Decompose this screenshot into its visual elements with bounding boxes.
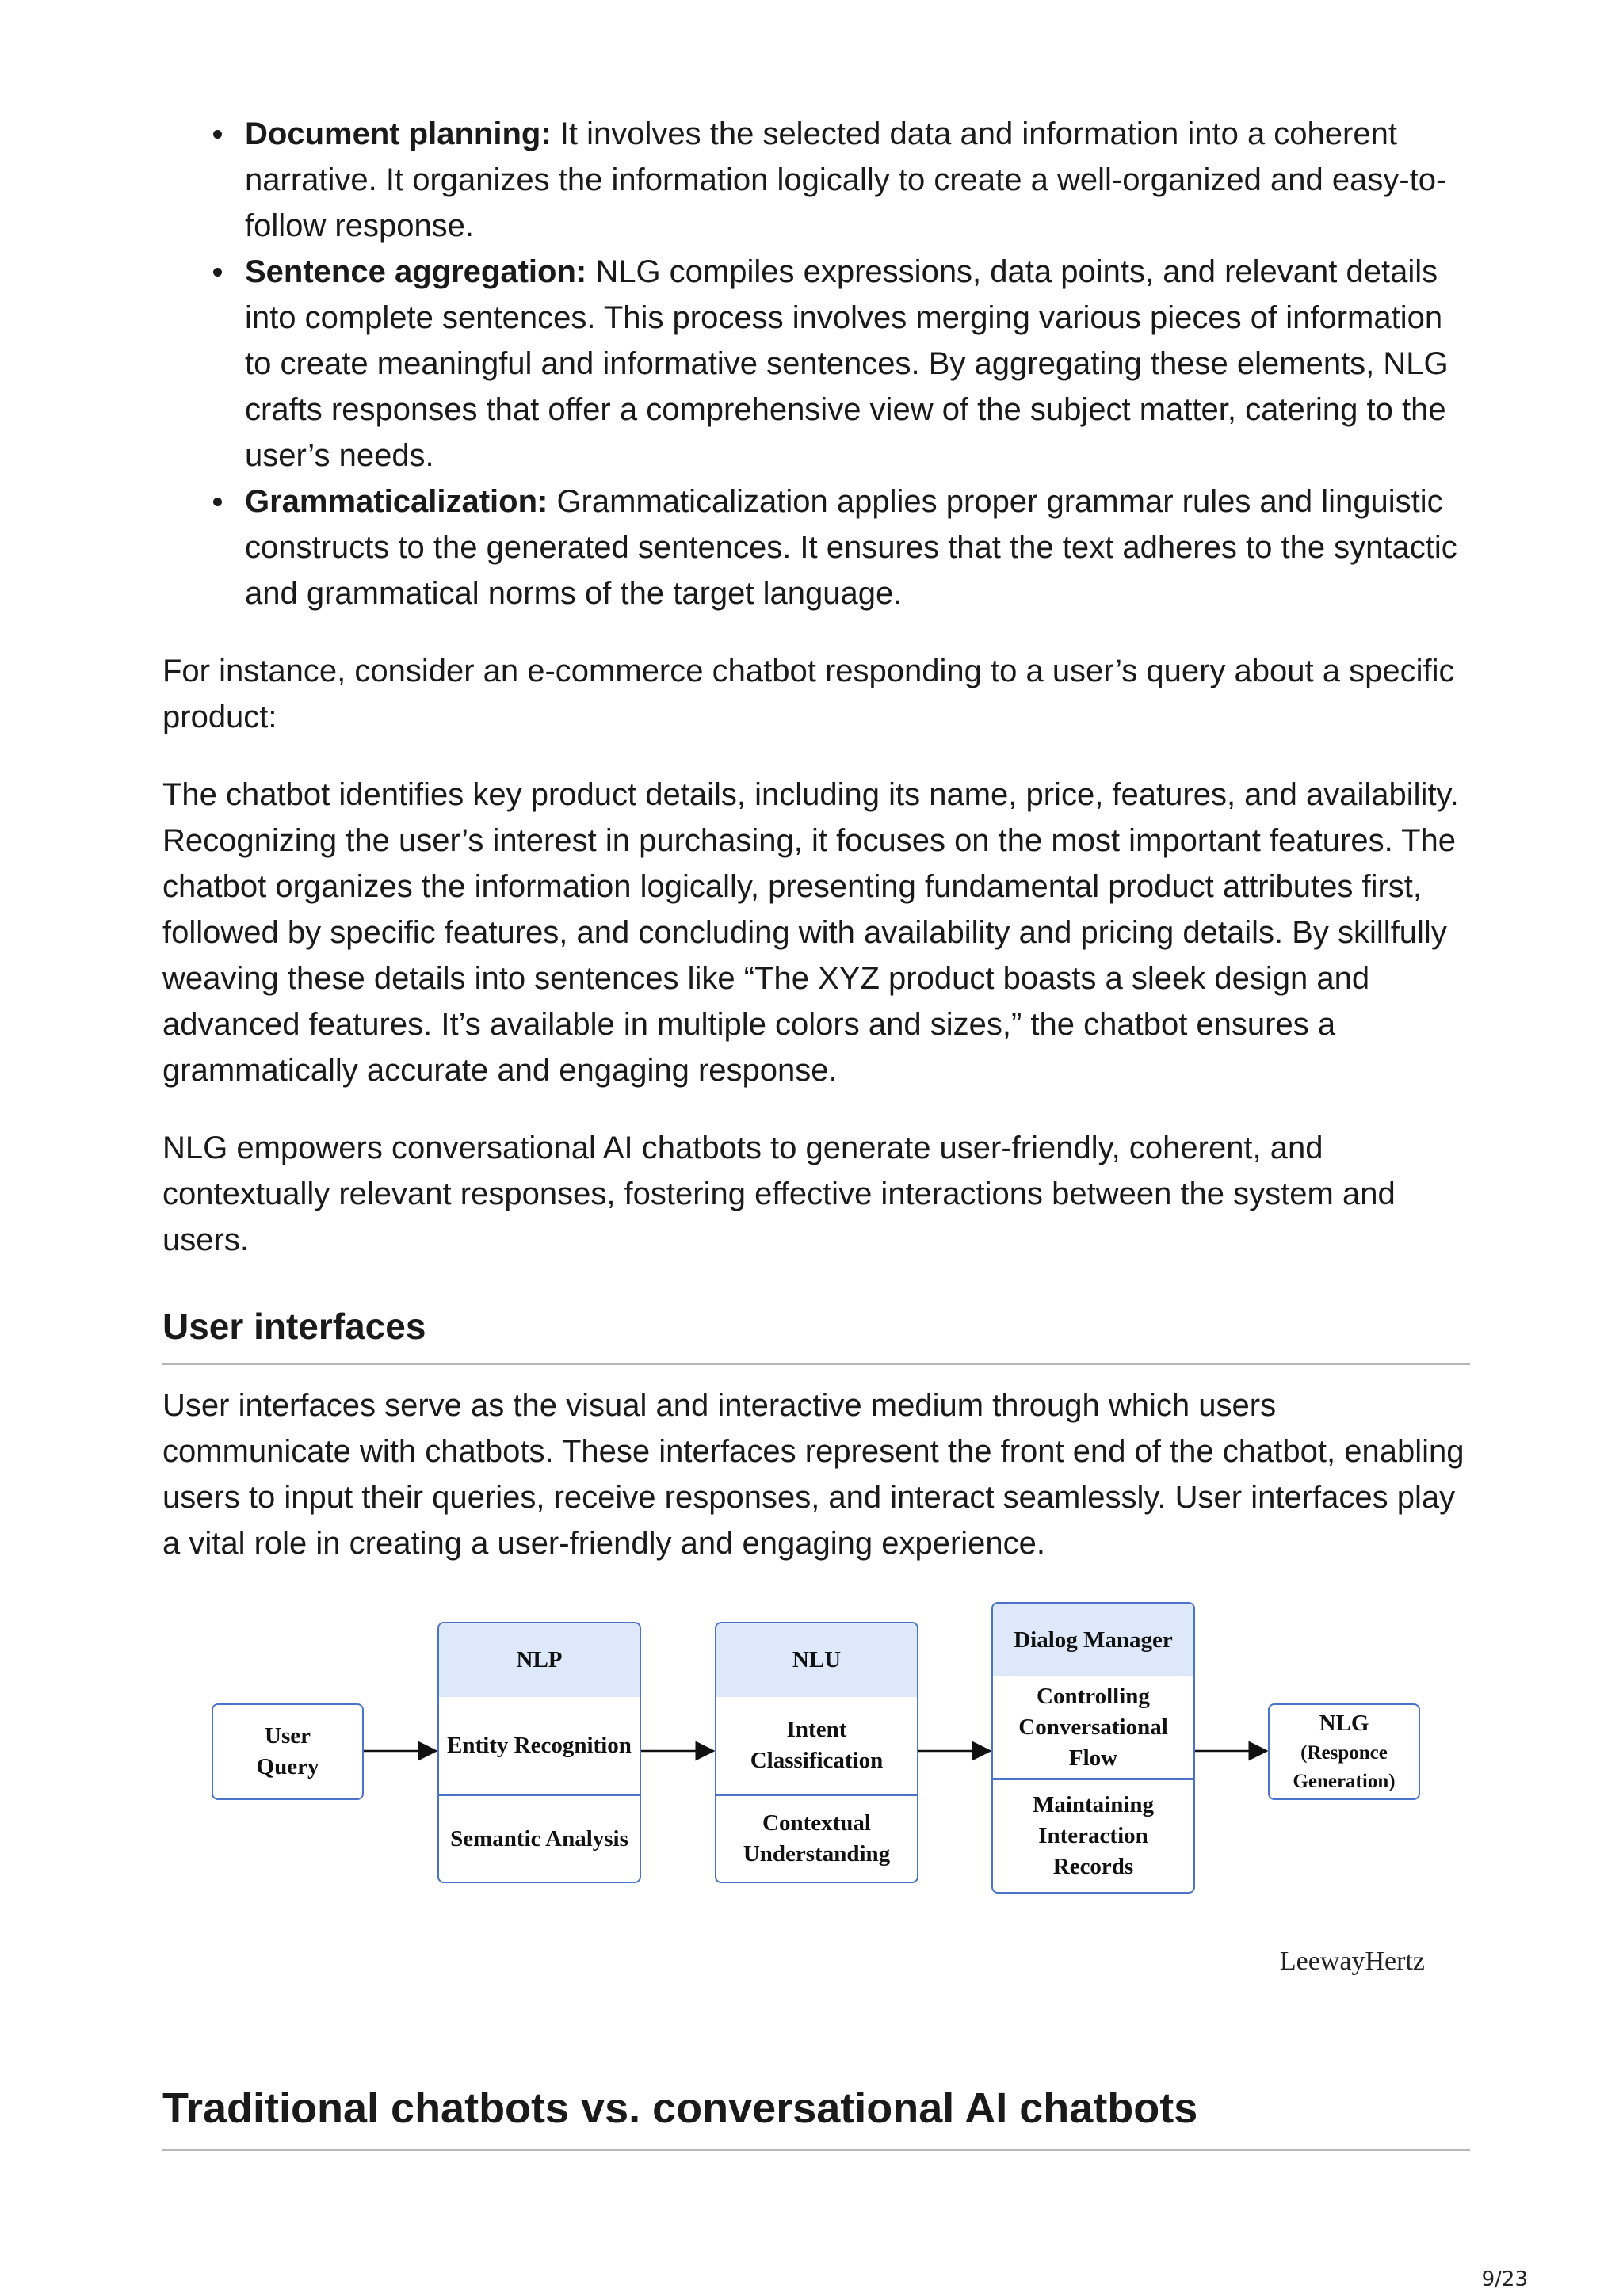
paragraph-user-interfaces: User interfaces serve as the visual and interactive medium through which users communicate with chatbots. These interfaces represent the front end of the chatbot, enabling users to input their queries, receive responses, and interact seamlessly. User interfaces play a vital role in creating a user-friendly and engaging experience. [162, 1388, 1465, 1561]
list-item-text: It involves the selected data and information into a coherent narrative. It organizes the information logically to create a well-organized and easy-to-follow response. [245, 116, 1447, 243]
list-item [245, 249, 1470, 479]
nlp-semantic-analysis: Semantic Analysis [450, 1825, 628, 1852]
nlg-steps-list [162, 111, 1470, 616]
list-item-text: Grammaticalization applies proper grammar rules and linguistic constructs to the generated sentences. It ensures that the text adheres to the syntactic and grammatical norms of the target language. [245, 484, 1457, 611]
nlp-box [437, 1622, 641, 1883]
list-item-text: NLG compiles expressions, data points, and relevant details into complete sentences. This process involves merging various pieces of information to create meaningful and informative sentences. By aggregating these elements, NLG crafts responses that offer a comprehensive view of the subject matter, catering to the user’s needs. [245, 254, 1449, 473]
nlp-entity-recognition: Entity Recognition [447, 1732, 632, 1758]
dialog-manager-header: Dialog Manager [993, 1604, 1193, 1676]
list-item-term: Sentence aggregation: [245, 254, 587, 289]
nlp-header: NLP [439, 1623, 640, 1697]
nlu-header: NLU [716, 1623, 917, 1697]
list-item [245, 479, 1470, 616]
nlu-intent-classification: Intent Classification [750, 1717, 884, 1773]
page-number: 9/23 [1481, 2267, 1528, 2291]
nlg-subtitle: (Responce Generation) [1293, 1741, 1396, 1792]
list-item-term: Document planning: [245, 116, 552, 151]
dialog-maintaining-records: Maintaining Interaction Records [1032, 1791, 1155, 1879]
chatbot-architecture-diagram [162, 1606, 1470, 2034]
section-heading-user-interfaces: User interfaces [162, 1304, 1470, 1365]
nlg-title: NLG [1319, 1710, 1369, 1736]
paragraph-example-detail: The chatbot identifies key product details, including its name, price, features, and availability. Recognizing the user’s interest in purchasing, it focuses on the most important features. The chatbot organizes the information logically, presenting fundamental product attributes first, followed by specific features, and concluding with availability and pricing details. By skillfully weaving these details into sentences like “The XYZ product boasts a sleek design and advanced features. It’s available in multiple colors and sizes,” the chatbot ensures a grammatically accurate and engaging response. [162, 777, 1459, 1088]
diagram-credit: LeewayHertz [1279, 1947, 1425, 1976]
dialog-controlling-flow: Controlling Conversational Flow [1018, 1683, 1168, 1771]
user-query-box [212, 1703, 364, 1800]
user-query-label: User Query [256, 1723, 319, 1779]
paragraph-nlg-summary: NLG empowers conversational AI chatbots to generate user-friendly, coherent, and contextually relevant responses, fostering effective interactions between the system and users. [162, 1131, 1396, 1257]
dialog-manager-box [991, 1602, 1195, 1894]
nlg-box [1268, 1703, 1420, 1800]
list-item-term: Grammaticalization: [245, 484, 548, 519]
nlu-contextual-understanding: Contextual Understanding [743, 1810, 891, 1867]
nlu-box [715, 1622, 918, 1883]
content-column [162, 111, 1470, 2034]
paragraph-example-intro: For instance, consider an e-commerce chatbot responding to a user’s query about a specific product: [162, 654, 1455, 734]
list-item [245, 111, 1470, 249]
section-heading-traditional-vs-ai: Traditional chatbots vs. conversational AI chatbots [162, 2084, 1470, 2151]
